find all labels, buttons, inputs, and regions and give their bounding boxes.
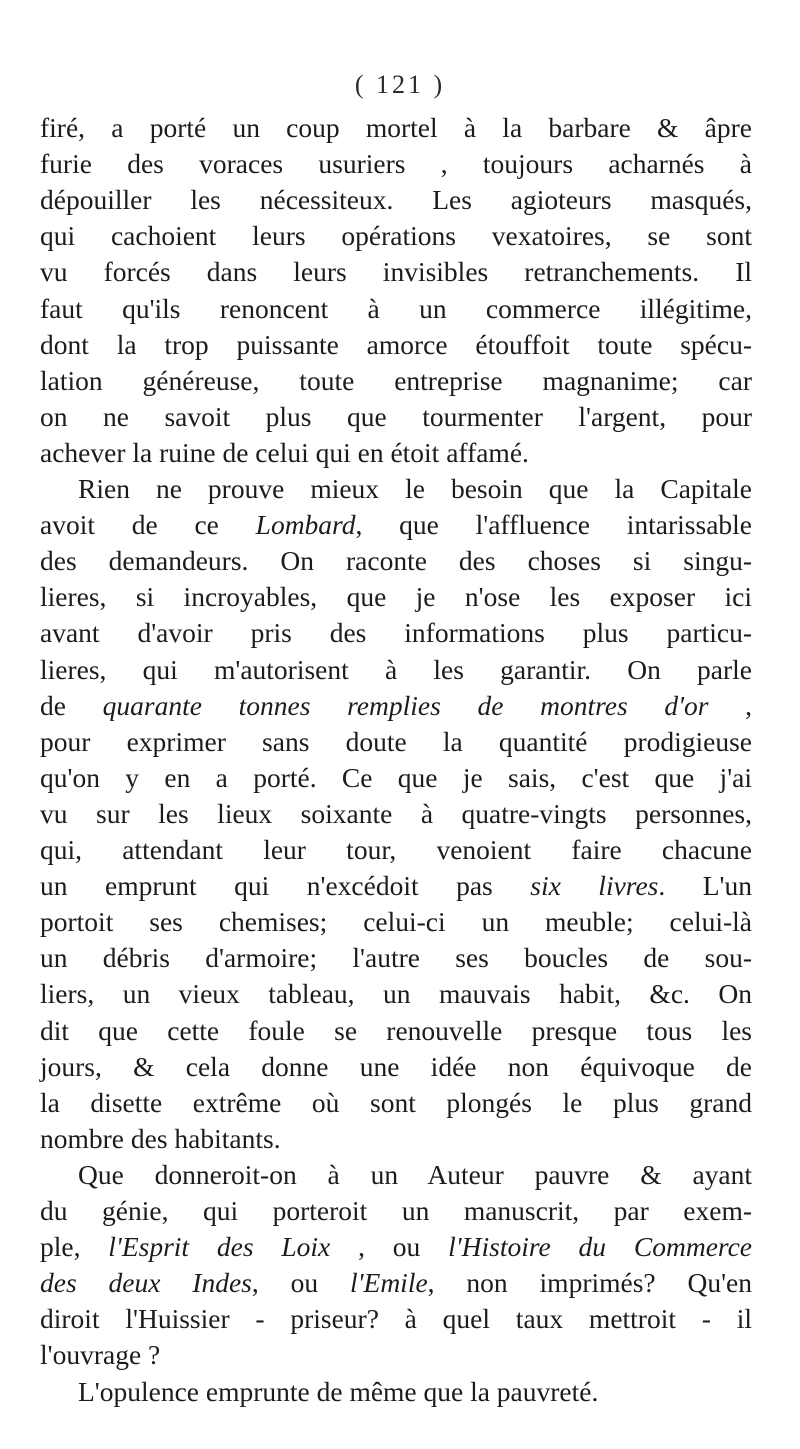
text-line (40, 399, 752, 435)
text-segment: dépouiller les nécessiteux. Les agioteurs masqués, (40, 184, 752, 216)
text-line (78, 471, 752, 507)
italic-text: Lombard (255, 509, 356, 541)
text-segment: avant d'avoir pris des informations plus particu- (40, 617, 752, 649)
text-line (40, 868, 752, 904)
italic-text: des deux Indes (40, 1267, 252, 1299)
text-segment: Rien ne prouve mieux le besoin que la Capitale (78, 473, 752, 504)
italic-text: l'Emile (350, 1267, 428, 1299)
text-segment: un débris d'armoire; l'autre ses boucles de sou- (40, 942, 752, 974)
page-number: ( 121 ) (354, 70, 446, 99)
text-segment: de (40, 689, 103, 721)
text-line (40, 615, 752, 651)
text-line (78, 1157, 752, 1193)
text-line (40, 760, 752, 796)
text-segment: firé, a porté un coup mortel à la barbare & âpre (40, 112, 752, 143)
text-segment: dit que cette foule se renouvelle presque tous les (40, 1014, 752, 1046)
text-line (40, 507, 752, 543)
text-line (40, 146, 752, 182)
text-line (40, 363, 752, 399)
text-line (78, 1374, 752, 1410)
text-segment: lieres, si incroyables, que je n'ose les exposer ici (40, 581, 752, 613)
text-segment: , que l'affluence intarissable (355, 509, 752, 541)
text-segment: la disette extrême où sont plongés le plus grand (40, 1086, 752, 1118)
text-line (40, 652, 752, 688)
text-line (40, 543, 752, 579)
text-segment: liers, un vieux tableau, un mauvais habit, &c. On (40, 978, 752, 1010)
text-segment: avoit de ce (40, 509, 256, 541)
text-line (40, 327, 752, 363)
text-segment: ple, (40, 1231, 109, 1263)
text-segment: vu forcés dans leurs invisibles retranchements. Il (40, 256, 752, 288)
text-segment: l'ouvrage ? (40, 1339, 161, 1371)
italic-text: quarante tonnes remplies de montres d'or (102, 689, 709, 721)
text-line (40, 1121, 752, 1157)
text-line (40, 182, 752, 218)
text-segment: , ou (251, 1267, 350, 1299)
text-line (40, 940, 752, 976)
text-line (40, 218, 752, 254)
italic-text: six livres (530, 870, 659, 902)
text-segment: furie des voraces usuriers , toujours acharnés à (40, 148, 752, 180)
text-segment: L'opulence emprunte de même que la pauvreté. (78, 1375, 599, 1407)
text-line (40, 1301, 752, 1337)
text-line (40, 904, 752, 940)
text-line (40, 435, 752, 471)
text-line (40, 579, 752, 615)
text-segment: pour exprimer sans doute la quantité prodigieuse (40, 725, 752, 757)
text-line (40, 1013, 752, 1049)
text-segment: diroit l'Huissier - priseur? à quel taux mettroit - il (40, 1303, 752, 1335)
text-segment: qui, attendant leur tour, venoient faire chacune (40, 834, 752, 865)
text-segment: lation généreuse, toute entreprise magnanime; car (40, 364, 752, 396)
text-line (40, 1193, 752, 1229)
text-segment: Que donneroit-on à un Auteur pauvre & ayant (78, 1158, 752, 1190)
text-segment: du génie, qui porteroit un manuscrit, par exem- (40, 1195, 752, 1226)
text-segment: vu sur les lieux soixante à quatre-vingts personnes, (40, 797, 752, 829)
text-line (40, 832, 752, 868)
text-segment: . L'un (658, 870, 753, 902)
text-line (40, 1337, 752, 1373)
text-segment: , (708, 689, 752, 721)
italic-text: l'Esprit des Loix (108, 1231, 331, 1263)
text-segment: nombre des habitants. (40, 1122, 281, 1154)
text-line (40, 1085, 752, 1121)
text-line (40, 291, 752, 327)
text-segment: qui cachoient leurs opérations vexatoires, se sont (40, 220, 752, 252)
text-line (40, 976, 752, 1012)
text-segment: qu'on y en a porté. Ce que je sais, c'est que j'ai (40, 761, 752, 793)
text-line (40, 1265, 752, 1301)
text-segment: lieres, qui m'autorisent à les garantir. On parle (40, 653, 752, 685)
text-line (40, 254, 752, 290)
text-segment: un emprunt qui n'excédoit pas (40, 870, 531, 902)
text-segment: , non imprimés? Qu'en (427, 1267, 753, 1299)
italic-text: l'Histoire du Commerce (448, 1231, 752, 1263)
text-segment: achever la ruine de celui qui en étoit affamé. (40, 436, 529, 468)
text-segment: portoit ses chemises; celui-ci un meuble; celui-là (40, 906, 752, 938)
text-line (40, 110, 752, 146)
text-segment: des demandeurs. On raconte des choses si singu- (40, 545, 752, 577)
text-line (40, 1049, 752, 1085)
text-segment: jours, & cela donne une idée non équivoque de (40, 1050, 752, 1082)
text-segment: dont la trop puissante amorce étouffoit toute spécu- (40, 328, 752, 360)
text-line (40, 724, 752, 760)
text-line (40, 1229, 752, 1265)
text-line (40, 688, 752, 724)
text-segment: faut qu'ils renoncent à un commerce illégitime, (40, 292, 752, 324)
text-segment: , ou (330, 1231, 449, 1263)
text-line (40, 796, 752, 832)
text-segment: on ne savoit plus que tourmenter l'argent, pour (40, 400, 752, 432)
